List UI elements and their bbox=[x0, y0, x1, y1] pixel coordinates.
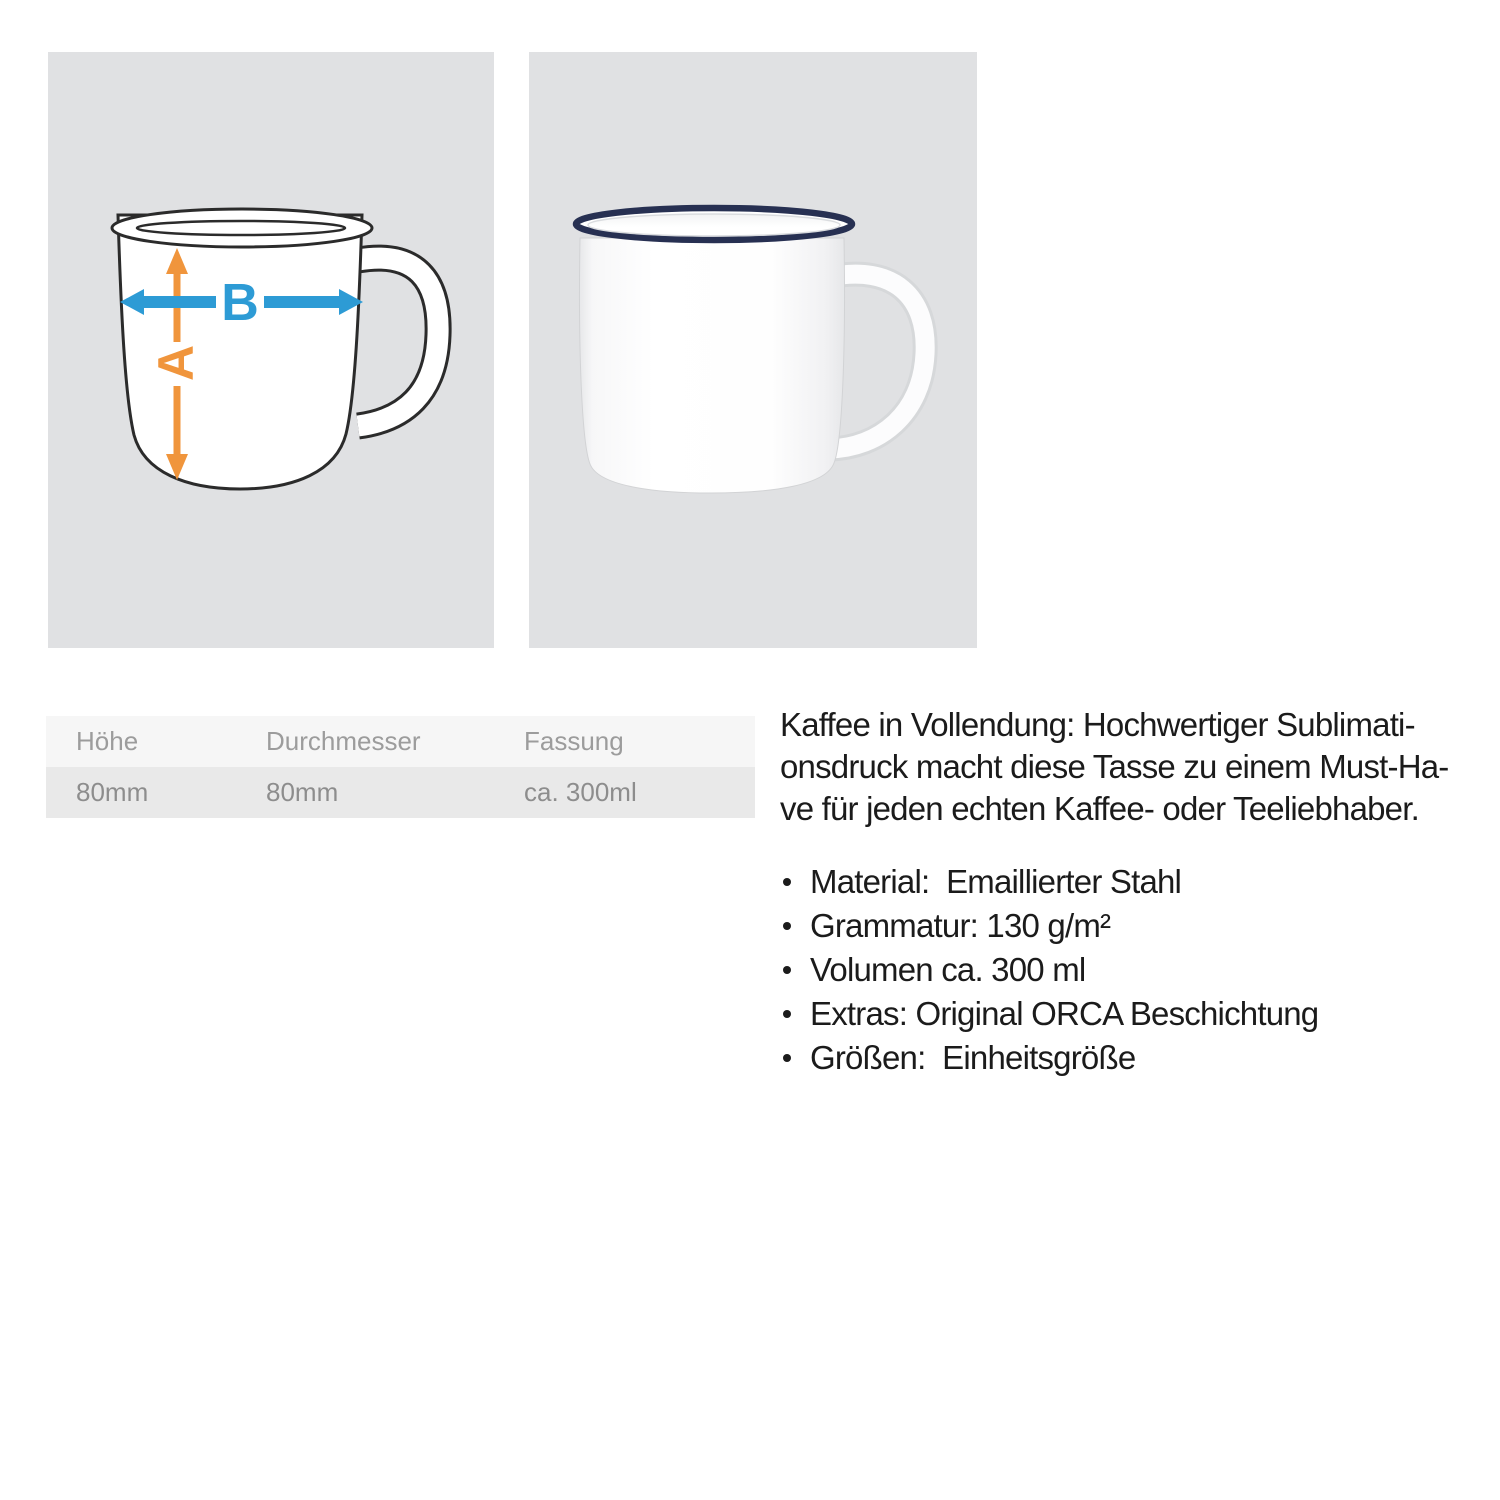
spec-groessen: Größen: Einheitsgröße bbox=[810, 1039, 1136, 1076]
spec-material: Material: Emaillierter Stahl bbox=[810, 863, 1182, 900]
bullet-dot bbox=[783, 878, 791, 886]
spec-extras: Extras: Original ORCA Beschichtung bbox=[810, 995, 1319, 1032]
size-table-value-row bbox=[46, 767, 755, 818]
value-durchmesser: 80mm bbox=[266, 777, 339, 807]
description-line-3: ve für jeden echten Kaffee- oder Teeliebhaber. bbox=[780, 790, 1419, 827]
list-item bbox=[780, 1036, 1480, 1080]
spec-grammatur: Grammatur: 130 g/m² bbox=[810, 907, 1111, 944]
photo-mug-opening bbox=[588, 214, 840, 236]
value-fassung: ca. 300ml bbox=[524, 777, 637, 807]
mug-product-photo bbox=[529, 52, 977, 648]
column-header-durchmesser: Durchmesser bbox=[266, 726, 421, 756]
size-table-header-row bbox=[46, 716, 755, 767]
bullet-dot bbox=[783, 966, 791, 974]
column-header-hoehe: Höhe bbox=[76, 726, 139, 756]
bullet-dot bbox=[783, 1054, 791, 1062]
bullet-dot bbox=[783, 1010, 791, 1018]
photo-mug-body bbox=[579, 238, 844, 493]
size-table bbox=[46, 716, 755, 818]
spec-volumen: Volumen ca. 300 ml bbox=[810, 951, 1086, 988]
diameter-arrow-shaft-right bbox=[264, 296, 341, 308]
height-arrow-shaft-bottom bbox=[174, 386, 181, 456]
value-hoehe: 80mm bbox=[76, 777, 149, 807]
description-line-1: Kaffee in Vollendung: Hochwertiger Sublimati- bbox=[780, 706, 1415, 743]
list-item bbox=[780, 860, 1480, 904]
bullet-dot bbox=[783, 922, 791, 930]
mug-line-art bbox=[48, 52, 494, 648]
product-description bbox=[780, 704, 1480, 1080]
diameter-arrow-shaft-left bbox=[142, 296, 216, 308]
diameter-label: B bbox=[221, 274, 259, 332]
spec-bullet-list bbox=[780, 860, 1480, 1080]
description-line-2: onsdruck macht diese Tasse zu einem Must-Ha- bbox=[780, 748, 1449, 785]
list-item bbox=[780, 904, 1480, 948]
mug-size-diagram bbox=[48, 52, 494, 648]
list-item bbox=[780, 992, 1480, 1036]
list-item bbox=[780, 948, 1480, 992]
column-header-fassung: Fassung bbox=[524, 726, 624, 756]
height-label: A bbox=[148, 344, 204, 382]
enamel-mug-photo bbox=[529, 52, 977, 648]
mug-opening-outline bbox=[137, 221, 345, 235]
